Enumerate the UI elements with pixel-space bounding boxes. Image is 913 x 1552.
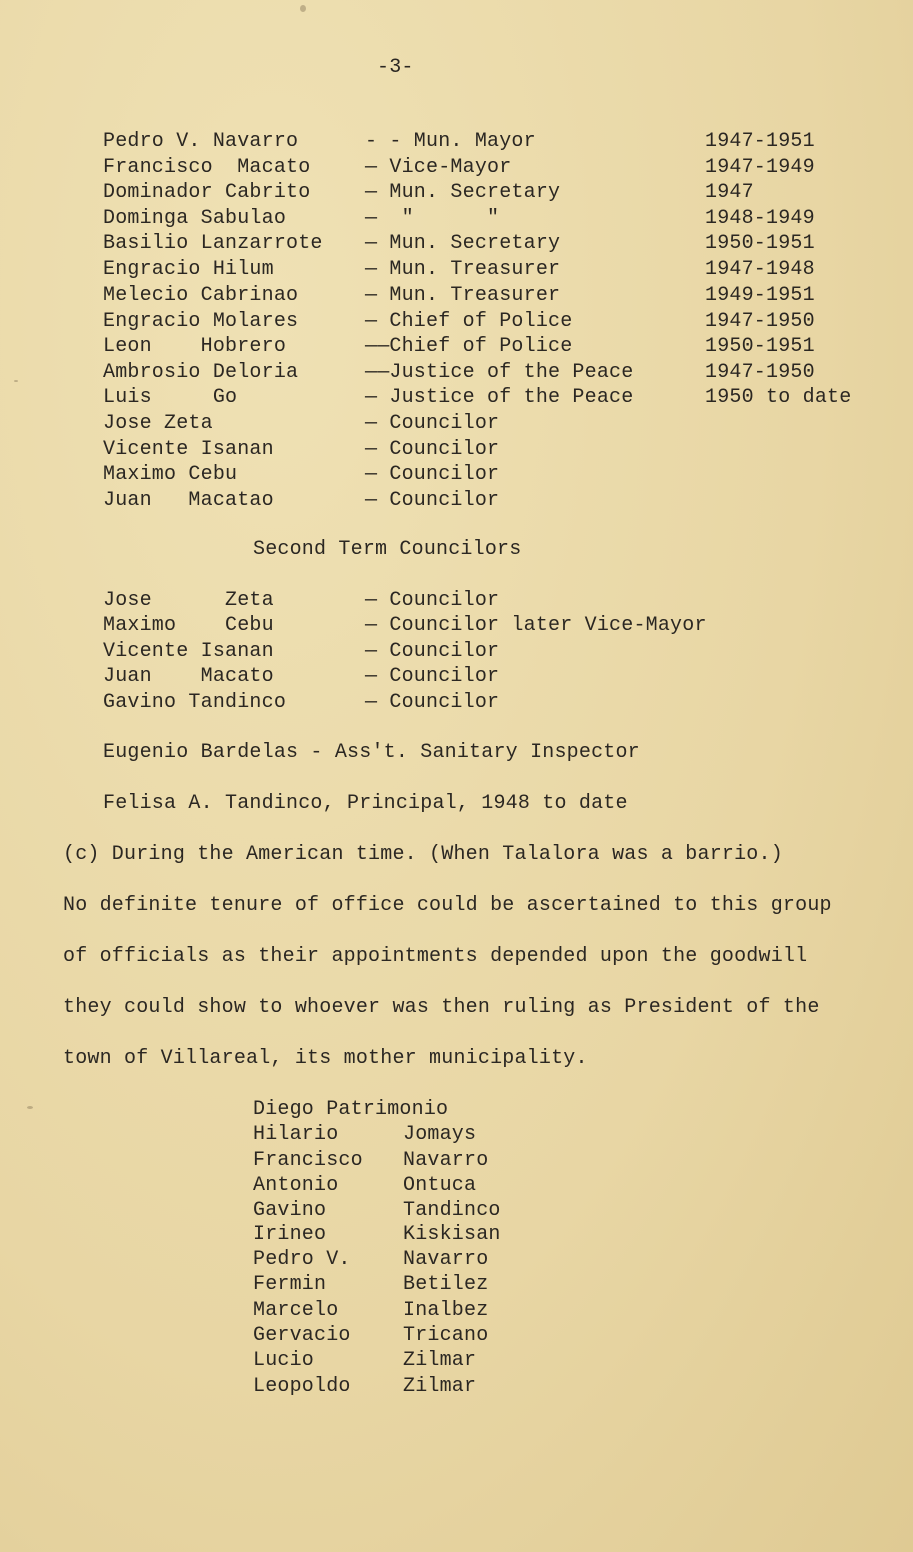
- american-official-last: Navarro: [403, 1149, 489, 1172]
- official-term: 1947-1950: [705, 361, 815, 384]
- american-official-first: Fermin: [253, 1273, 327, 1296]
- official-name: Leon Hobrero: [103, 335, 287, 358]
- american-official-last: Betilez: [403, 1273, 489, 1296]
- official-position: ——Chief of Police: [365, 335, 573, 358]
- official-name: Dominga Sabulao: [103, 207, 287, 230]
- official-name: Basilio Lanzarrote: [103, 232, 323, 255]
- official-name: Juan Macatao: [103, 489, 274, 512]
- official-position: — Mun. Secretary: [365, 232, 561, 255]
- official-term: 1947-1948: [705, 258, 815, 281]
- american-official-first: Pedro V.: [253, 1248, 351, 1271]
- american-official-first: Marcelo: [253, 1299, 339, 1322]
- american-official-first: Leopoldo: [253, 1375, 351, 1398]
- official-name: Maximo Cebu: [103, 463, 238, 486]
- councilor-position: — Councilor: [365, 640, 500, 663]
- american-official-last: Zilmar: [403, 1349, 477, 1372]
- official-name: Luis Go: [103, 386, 238, 409]
- american-official-last: Tricano: [403, 1324, 489, 1347]
- american-official-first: Francisco: [253, 1149, 363, 1172]
- american-official-full: Diego Patrimonio: [253, 1098, 449, 1121]
- american-official-last: Ontuca: [403, 1174, 477, 1197]
- american-official-last: Navarro: [403, 1248, 489, 1271]
- official-name: Francisco Macato: [103, 156, 311, 179]
- american-official-last: Zilmar: [403, 1375, 477, 1398]
- official-name: Melecio Cabrinao: [103, 284, 299, 307]
- official-position: ——Justice of the Peace: [365, 361, 634, 384]
- official-name: Ambrosio Deloria: [103, 361, 299, 384]
- official-name: Pedro V. Navarro: [103, 130, 299, 153]
- paper-speck: [14, 380, 18, 382]
- official-term: 1950 to date: [705, 386, 852, 409]
- official-position: — Mun. Treasurer: [365, 284, 561, 307]
- american-official-last: Inalbez: [403, 1299, 489, 1322]
- official-position: — Mun. Secretary: [365, 181, 561, 204]
- official-name: Engracio Hilum: [103, 258, 274, 281]
- paragraph-line: of officials as their appointments depended upon the goodwill: [63, 945, 808, 968]
- councilor-position: — Councilor later Vice-Mayor: [365, 614, 707, 637]
- principal-line: Felisa A. Tandinco, Principal, 1948 to date: [103, 792, 628, 815]
- official-position: — Chief of Police: [365, 310, 573, 333]
- councilor-name: Vicente Isanan: [103, 640, 274, 663]
- sanitary-inspector-line: Eugenio Bardelas - Ass't. Sanitary Inspector: [103, 741, 640, 764]
- official-name: Engracio Molares: [103, 310, 299, 333]
- paragraph-line: No definite tenure of office could be ascertained to this group: [63, 894, 832, 917]
- american-official-first: Gavino: [253, 1199, 327, 1222]
- official-position: — Councilor: [365, 463, 500, 486]
- official-term: 1950-1951: [705, 335, 815, 358]
- american-official-last: Jomays: [403, 1123, 477, 1146]
- second-term-heading: Second Term Councilors: [253, 538, 522, 561]
- official-position: — Councilor: [365, 412, 500, 435]
- official-term: 1949-1951: [705, 284, 815, 307]
- councilor-name: Maximo Cebu: [103, 614, 274, 637]
- official-position: — Councilor: [365, 489, 500, 512]
- official-term: 1947-1949: [705, 156, 815, 179]
- councilor-position: — Councilor: [365, 691, 500, 714]
- official-position: — Vice-Mayor: [365, 156, 512, 179]
- paragraph-line: town of Villareal, its mother municipality.: [63, 1047, 588, 1070]
- american-official-first: Antonio: [253, 1174, 339, 1197]
- official-term: 1947-1951: [705, 130, 815, 153]
- councilor-position: — Councilor: [365, 665, 500, 688]
- official-position: — Mun. Treasurer: [365, 258, 561, 281]
- official-term: 1947-1950: [705, 310, 815, 333]
- american-official-first: Gervacio: [253, 1324, 351, 1347]
- paper-speck: [27, 1106, 33, 1109]
- official-position: - - Mun. Mayor: [365, 130, 536, 153]
- official-term: 1947: [705, 181, 754, 204]
- official-name: Dominador Cabrito: [103, 181, 311, 204]
- american-official-first: Hilario: [253, 1123, 339, 1146]
- official-name: Vicente Isanan: [103, 438, 274, 461]
- councilor-name: Jose Zeta: [103, 589, 274, 612]
- paragraph-line: they could show to whoever was then ruling as President of the: [63, 996, 820, 1019]
- official-position: — Councilor: [365, 438, 500, 461]
- official-name: Jose Zeta: [103, 412, 213, 435]
- councilor-name: Gavino Tandinco: [103, 691, 287, 714]
- american-official-last: Tandinco: [403, 1199, 501, 1222]
- councilor-position: — Councilor: [365, 589, 500, 612]
- paper-speck: [300, 5, 306, 12]
- official-term: 1948-1949: [705, 207, 815, 230]
- official-term: 1950-1951: [705, 232, 815, 255]
- american-official-last: Kiskisan: [403, 1223, 501, 1246]
- american-official-first: Lucio: [253, 1349, 315, 1372]
- section-c-heading: (c) During the American time. (When Talalora was a barrio.): [63, 843, 783, 866]
- official-position: — Justice of the Peace: [365, 386, 634, 409]
- american-official-first: Irineo: [253, 1223, 327, 1246]
- councilor-name: Juan Macato: [103, 665, 274, 688]
- page-number: -3-: [377, 56, 414, 79]
- official-position: — " ": [365, 207, 500, 230]
